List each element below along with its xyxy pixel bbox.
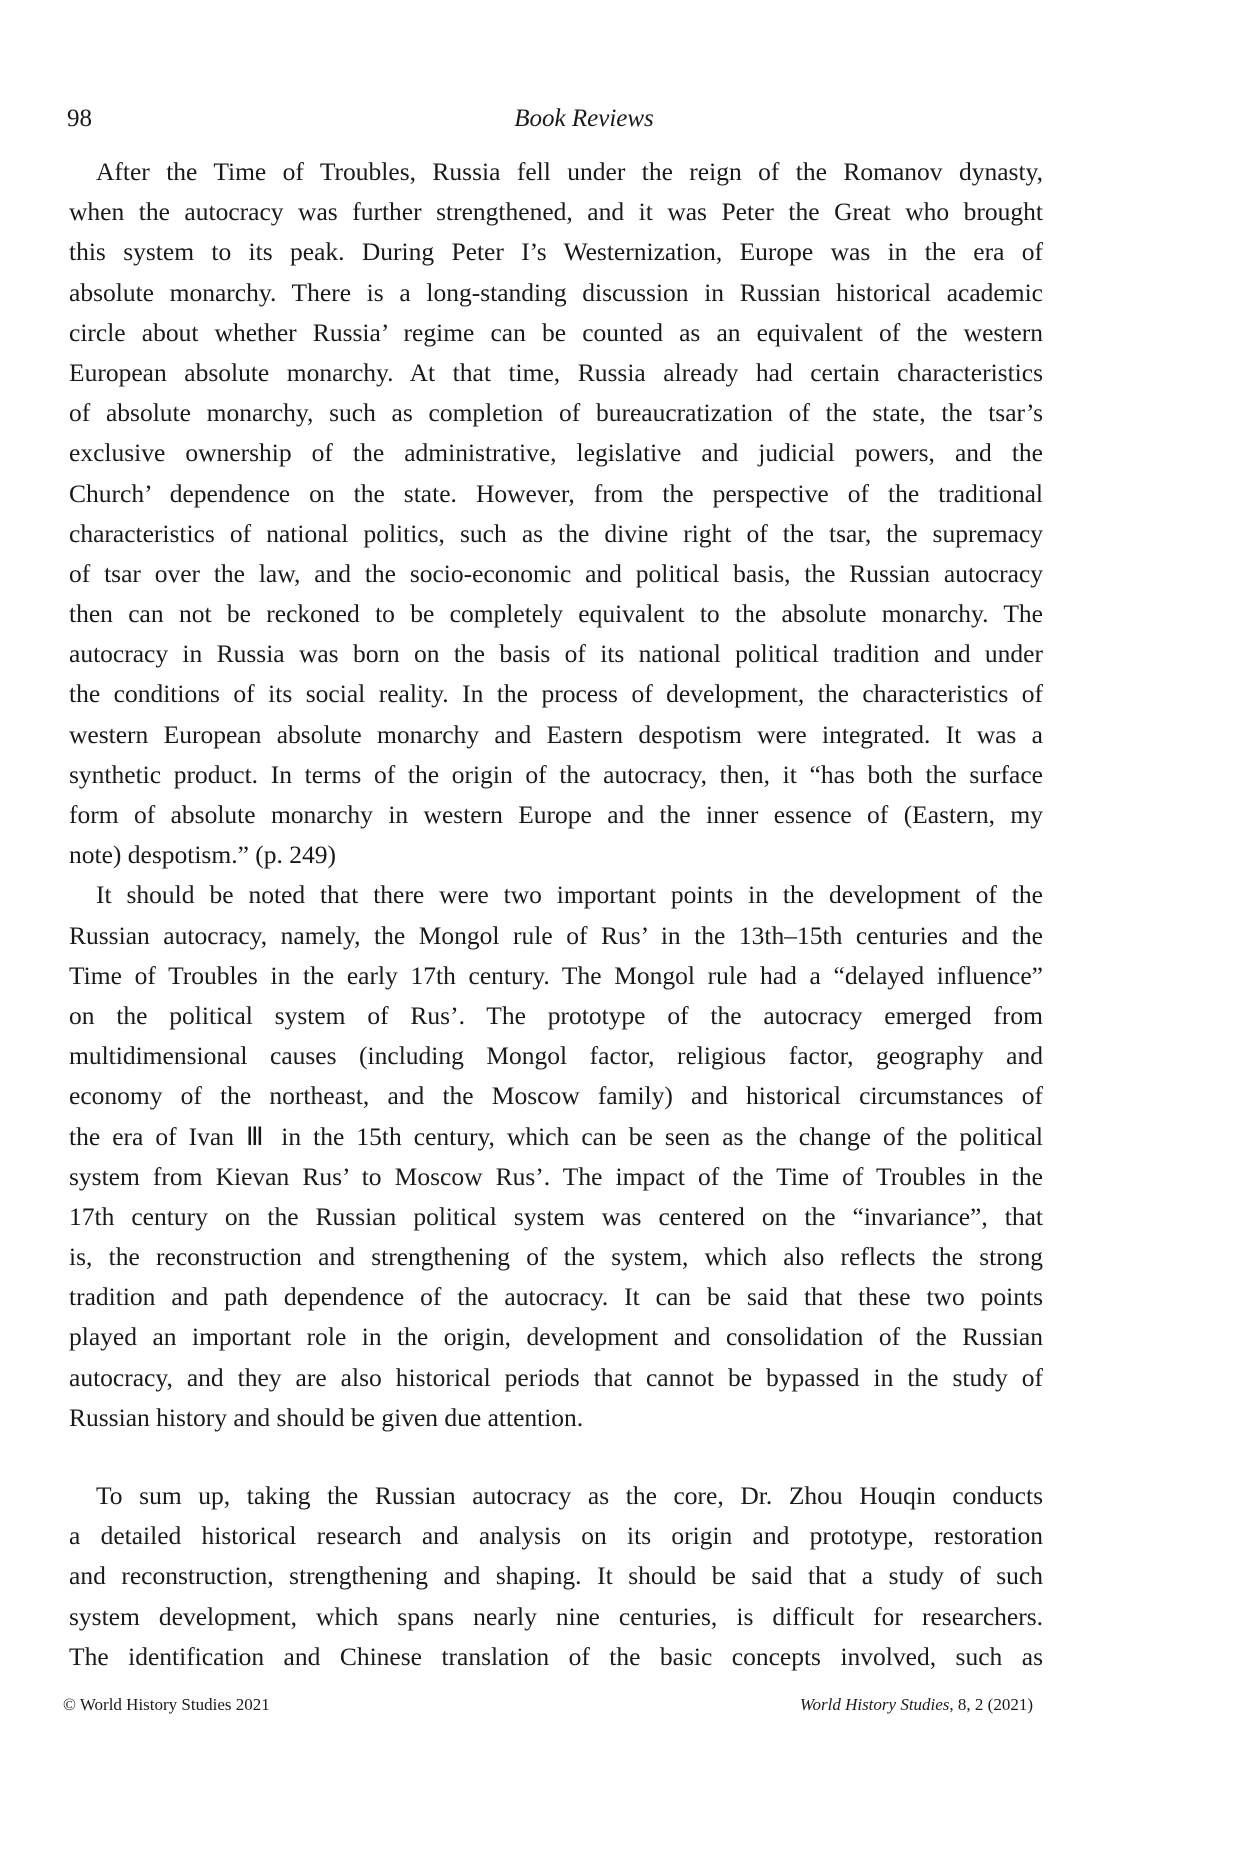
- text-line: circle about whether Russia’ regime can be counted as an equivalent of the western: [69, 317, 1043, 347]
- body-text: [69, 152, 1043, 1677]
- paragraph-3: [69, 1476, 1043, 1677]
- footer-citation: [800, 1694, 1033, 1716]
- text-line: autocracy, and they are also historical periods that cannot be bypassed in the study of: [69, 1362, 1043, 1392]
- text-line: system development, which spans nearly nine centuries, is difficult for researchers.: [69, 1601, 1043, 1631]
- section-gap: [69, 1438, 1043, 1476]
- text-line: then can not be reckoned to be completely equivalent to the absolute monarchy. The: [69, 599, 1043, 629]
- text-line: Time of Troubles in the early 17th century. The Mongol rule had a “delayed influence”: [69, 960, 1043, 990]
- text-line: exclusive ownership of the administrative, legislative and judicial powers, and the: [69, 438, 1043, 468]
- text-line: 17th century on the Russian political system was centered on the “invariance”, that: [69, 1201, 1043, 1231]
- text-line: note) despotism.” (p. 249): [69, 840, 336, 870]
- text-line: of absolute monarchy, such as completion of bureaucratization of the state, the tsar’s: [69, 398, 1043, 428]
- text-line: Russian history and should be given due attention.: [69, 1402, 584, 1432]
- page-number: 98: [67, 105, 92, 132]
- paragraph-1: [69, 152, 1043, 875]
- text-line: absolute monarchy. There is a long-standing discussion in Russian historical academic: [69, 277, 1043, 307]
- text-line: synthetic product. In terms of the origin of the autocracy, then, it “has both the surface: [69, 759, 1043, 789]
- text-line: After the Time of Troubles, Russia fell under the reign of the Romanov dynasty,: [96, 157, 1043, 186]
- text-line: this system to its peak. During Peter I’s Westernization, Europe was in the era of: [69, 237, 1043, 267]
- text-line: is, the reconstruction and strengthening of the system, which also reflects the strong: [69, 1242, 1043, 1272]
- text-line: characteristics of national politics, such as the divine right of the tsar, the supremacy: [69, 518, 1043, 548]
- text-line: To sum up, taking the Russian autocracy as the core, Dr. Zhou Houqin conducts: [96, 1481, 1043, 1510]
- text-line: tradition and path dependence of the autocracy. It can be said that these two points: [69, 1282, 1043, 1312]
- text-line: autocracy in Russia was born on the basis of its national political tradition and under: [69, 639, 1043, 669]
- running-head: Book Reviews: [514, 105, 654, 132]
- text-line: The identification and Chinese translation of the basic concepts involved, such as: [69, 1641, 1043, 1671]
- footer-volume-issue: , 8, 2 (2021): [949, 1695, 1033, 1714]
- text-line: the era of Ivan Ⅲ in the 15th century, which can be seen as the change of the political: [69, 1121, 1043, 1151]
- text-line: a detailed historical research and analysis on its origin and prototype, restoration: [69, 1521, 1043, 1551]
- text-line: system from Kievan Rus’ to Moscow Rus’. The impact of the Time of Troubles in the: [69, 1161, 1043, 1191]
- text-line: Church’ dependence on the state. However, from the perspective of the traditional: [69, 478, 1043, 508]
- footer-copyright: © World History Studies 2021: [63, 1695, 270, 1714]
- text-line: western European absolute monarchy and Eastern despotism were integrated. It was a: [69, 719, 1043, 749]
- footer-journal-name: World History Studies: [799, 1695, 950, 1714]
- text-line: European absolute monarchy. At that time, Russia already had certain characteristics: [69, 357, 1043, 387]
- paragraph-2: [69, 875, 1043, 1438]
- text-line: It should be noted that there were two important points in the development of the: [96, 880, 1043, 910]
- text-line: the conditions of its social reality. In the process of development, the characteristics of: [69, 679, 1043, 709]
- text-line: of tsar over the law, and the socio-economic and political basis, the Russian autocracy: [69, 558, 1043, 588]
- text-line: played an important role in the origin, development and consolidation of the Russian: [69, 1322, 1043, 1352]
- text-line: on the political system of Rus’. The prototype of the autocracy emerged from: [69, 1000, 1043, 1030]
- text-line: form of absolute monarchy in western Europe and the inner essence of (Eastern, my: [69, 800, 1043, 829]
- text-line: multidimensional causes (including Mongol factor, religious factor, geography and: [69, 1041, 1043, 1071]
- text-line: and reconstruction, strengthening and shaping. It should be said that a study of such: [69, 1561, 1043, 1591]
- text-line: when the autocracy was further strengthened, and it was Peter the Great who brought: [69, 197, 1043, 227]
- text-line: Russian autocracy, namely, the Mongol rule of Rus’ in the 13th–15th centuries and the: [69, 920, 1043, 950]
- text-line: economy of the northeast, and the Moscow family) and historical circumstances of: [69, 1081, 1043, 1111]
